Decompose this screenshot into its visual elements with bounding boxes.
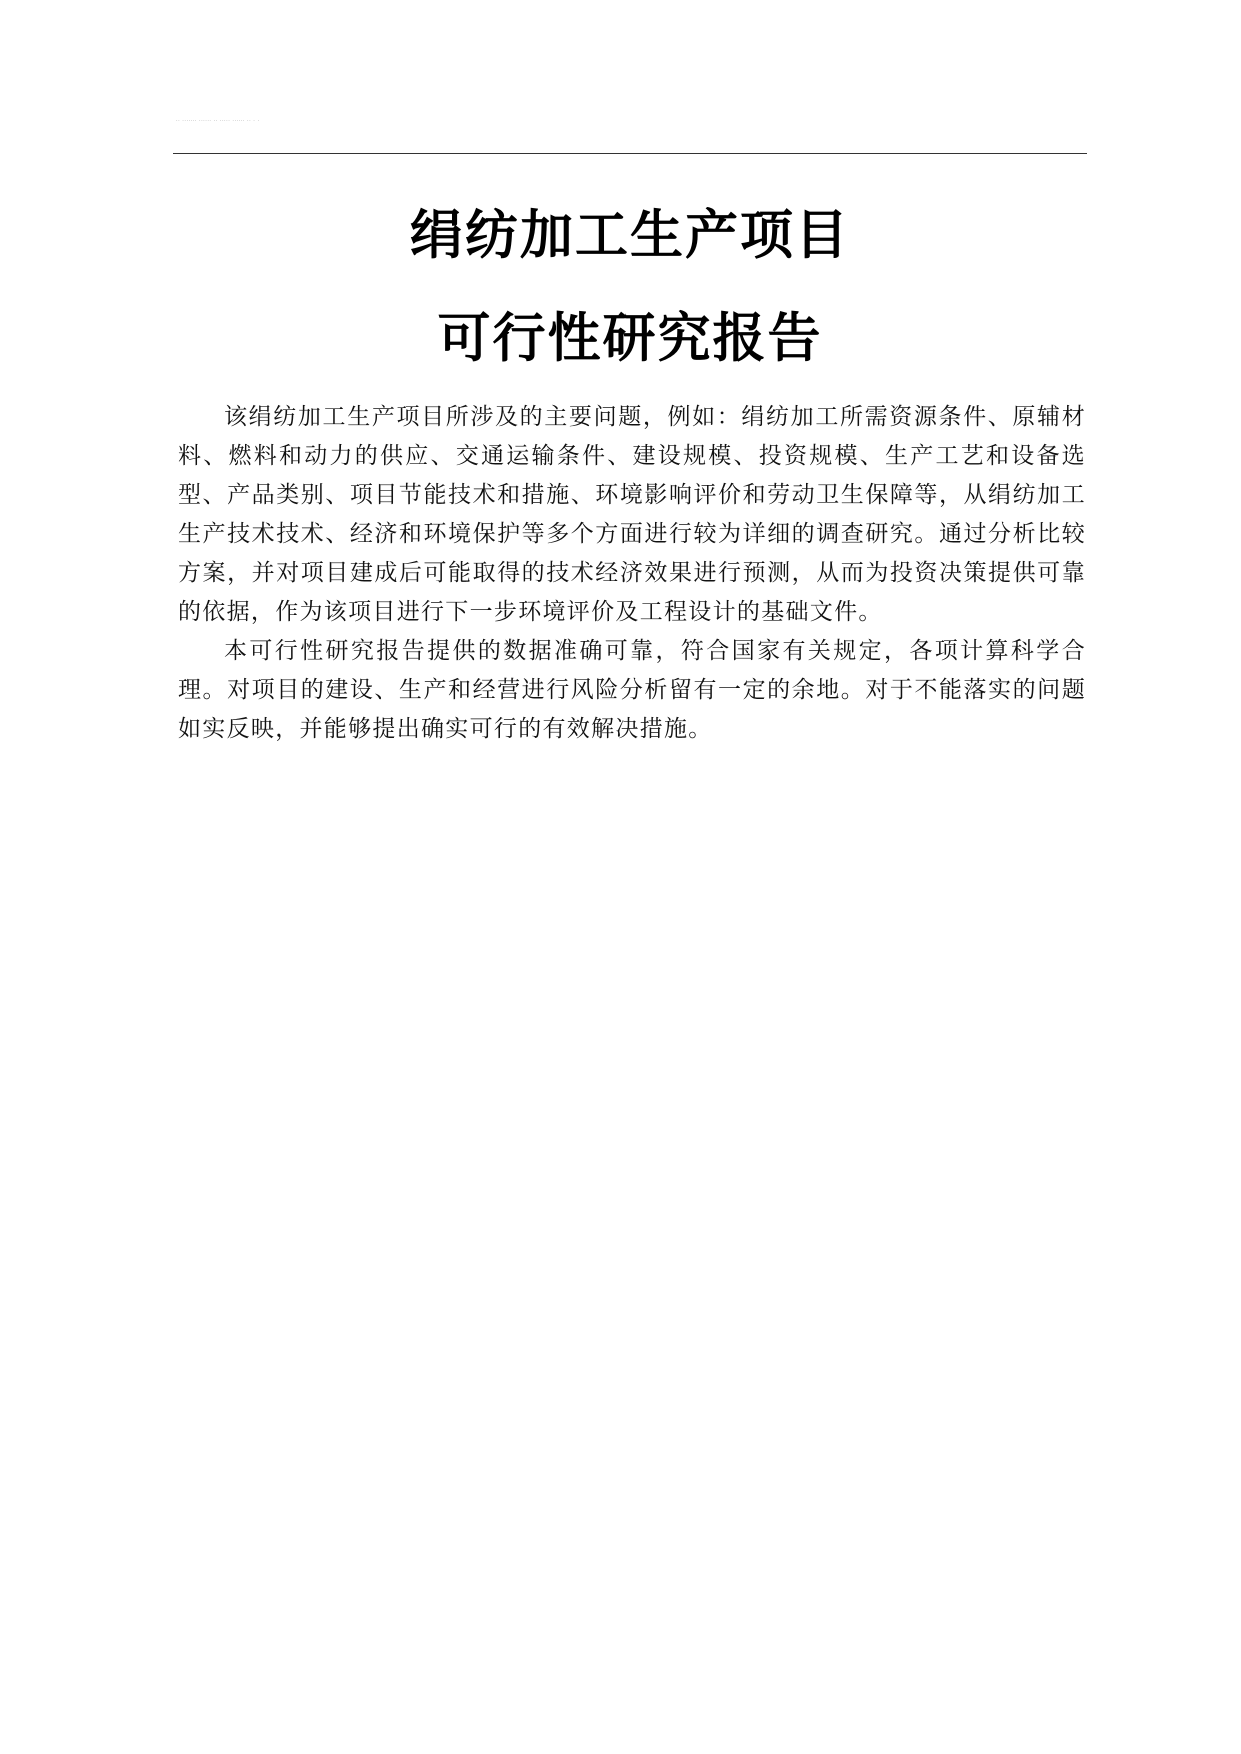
paragraph-2: 本可行性研究报告提供的数据准确可靠，符合国家有关规定，各项计算科学合理。对项目的建设、生产和经营进行风险分析留有一定的余地。对于不能落实的问题如实反映，并能够提出确实可行的有效解决措施。 [178,638,1086,742]
paragraph-1: 该绢纺加工生产项目所涉及的主要问题，例如：绢纺加工所需资源条件、原辅材料、燃料和动力的供应、交通运输条件、建设规模、投资规模、生产工艺和设备选型、产品类别、项目节能技术和措施、环境影响评价和劳动卫生保障等，从绢纺加工生产技术技术、经济和环境保护等多个方面进行较为详细的调查研究。通过分析比较方案，并对项目建成后可能取得的技术经济效果进行预测，从而为投资决策提供可靠的依据，作为该项目进行下一步环境评价及工程设计的基础文件。 [178,404,1086,625]
document-title-line-2: 可行性研究报告 [437,308,823,369]
header-watermark-text: ·· ······· ······ ·· ····· ······ ·· · · [176,118,260,124]
body-text [178,398,1086,749]
document-title-line-1: 绢纺加工生产项目 [410,205,850,266]
header-divider [173,153,1087,154]
